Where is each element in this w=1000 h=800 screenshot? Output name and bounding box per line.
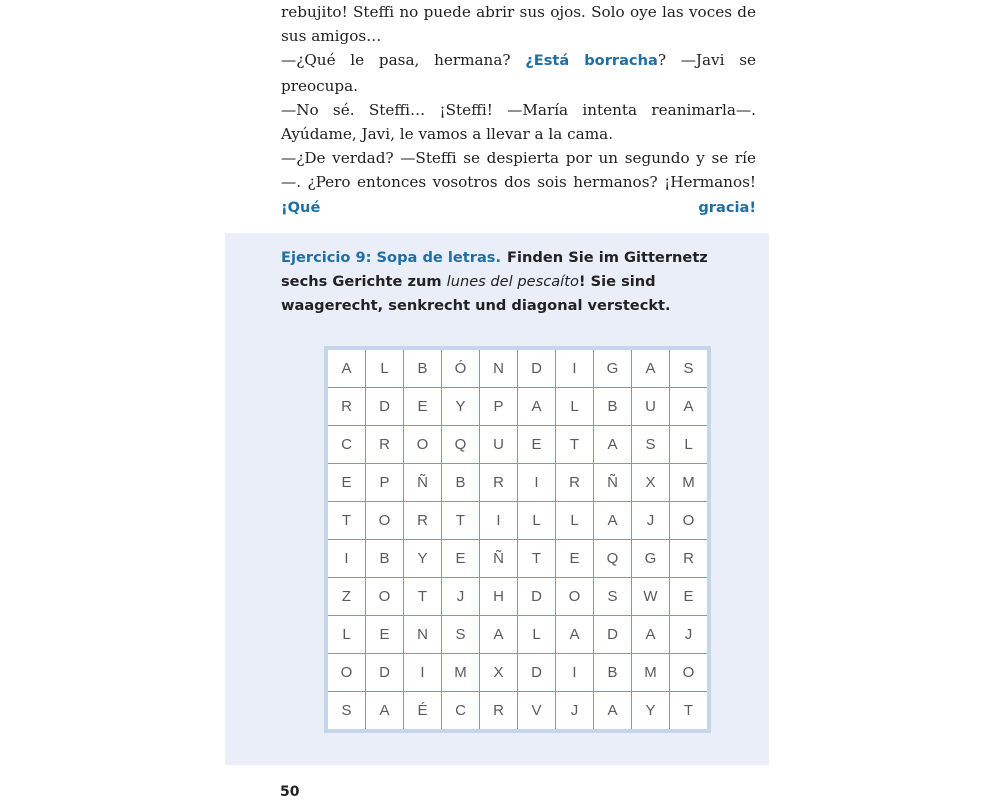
grid-cell[interactable]: D xyxy=(366,654,404,692)
story-paragraph xyxy=(281,98,756,146)
exercise-instructions xyxy=(281,246,733,318)
grid-cell[interactable]: T xyxy=(404,578,442,616)
grid-cell[interactable]: B xyxy=(442,464,480,502)
grid-cell[interactable]: B xyxy=(594,388,632,426)
story-line: —¿Qué le pasa, hermana? xyxy=(281,51,526,70)
grid-row xyxy=(326,654,709,692)
grid-row xyxy=(326,616,709,654)
grid-row xyxy=(326,502,709,540)
story-paragraph xyxy=(281,0,756,48)
grid-cell[interactable]: D xyxy=(518,578,556,616)
grid-row xyxy=(326,348,709,388)
grid-cell[interactable]: L xyxy=(518,616,556,654)
page-number: 50 xyxy=(280,784,300,800)
grid-cell[interactable]: G xyxy=(632,540,670,578)
grid-cell[interactable]: T xyxy=(326,502,366,540)
grid-cell[interactable]: R xyxy=(670,540,710,578)
grid-cell[interactable]: G xyxy=(594,348,632,388)
grid-cell[interactable]: O xyxy=(326,654,366,692)
grid-cell[interactable]: L xyxy=(518,502,556,540)
story-line: rebujito! Steffi no puede abrir sus ojos. Solo oye las voces de sus amigos… xyxy=(281,3,756,46)
grid-cell[interactable]: T xyxy=(670,692,710,732)
grid-cell[interactable]: Ñ xyxy=(594,464,632,502)
instruction-italic: lunes del pescaíto xyxy=(446,273,579,290)
grid-cell[interactable]: E xyxy=(670,578,710,616)
grid-cell[interactable]: R xyxy=(366,426,404,464)
story-line: —No sé. Steffi… ¡Steffi! —María intenta reanimarla—. Ayúdame, Javi, le vamos a llevar a la cama. xyxy=(281,100,756,144)
grid-cell[interactable]: B xyxy=(366,540,404,578)
grid-cell[interactable]: E xyxy=(442,540,480,578)
grid-row xyxy=(326,426,709,464)
grid-cell[interactable]: J xyxy=(632,502,670,540)
grid-cell[interactable]: E xyxy=(404,388,442,426)
grid-cell[interactable]: É xyxy=(404,692,442,732)
grid-cell[interactable]: R xyxy=(404,502,442,540)
grid-cell[interactable]: I xyxy=(480,502,518,540)
grid-cell[interactable]: Ó xyxy=(442,348,480,388)
grid-cell[interactable]: Q xyxy=(442,426,480,464)
grid-cell[interactable]: T xyxy=(442,502,480,540)
grid-cell[interactable]: V xyxy=(518,692,556,732)
story-line: ? —Javi se preocupa. xyxy=(281,51,756,95)
grid-cell[interactable]: A xyxy=(670,388,710,426)
grid-row xyxy=(326,692,709,732)
grid-cell[interactable]: Q xyxy=(594,540,632,578)
grid-cell[interactable]: S xyxy=(442,616,480,654)
grid-cell[interactable]: I xyxy=(556,348,594,388)
grid-cell[interactable]: B xyxy=(594,654,632,692)
grid-cell[interactable]: E xyxy=(366,616,404,654)
grid-cell[interactable]: J xyxy=(556,692,594,732)
grid-cell[interactable]: A xyxy=(366,692,404,732)
grid-cell[interactable]: O xyxy=(670,654,710,692)
vocab-highlight: ¡Qué gracia! xyxy=(281,198,756,216)
grid-cell[interactable]: N xyxy=(404,616,442,654)
grid-cell[interactable]: W xyxy=(632,578,670,616)
grid-cell[interactable]: C xyxy=(442,692,480,732)
grid-cell[interactable]: L xyxy=(670,426,710,464)
grid-cell[interactable]: Ñ xyxy=(480,540,518,578)
grid-cell[interactable]: O xyxy=(366,502,404,540)
grid-cell[interactable]: T xyxy=(518,540,556,578)
grid-cell[interactable]: D xyxy=(594,616,632,654)
instruction-text: Finden Sie im Gitternetz sechs Gerichte zum xyxy=(281,249,708,290)
grid-cell[interactable]: L xyxy=(556,388,594,426)
grid-cell[interactable]: O xyxy=(670,502,710,540)
grid-cell[interactable]: O xyxy=(404,426,442,464)
grid-cell[interactable]: J xyxy=(442,578,480,616)
exercise-box xyxy=(225,233,769,765)
grid-cell[interactable]: S xyxy=(594,578,632,616)
grid-cell[interactable]: O xyxy=(366,578,404,616)
story-line: —¿De verdad? —Steffi se despierta por un segundo y se ríe—. ¿Pero entonces vosotros dos sois hermanos? ¡Hermanos! xyxy=(281,149,756,192)
grid-cell[interactable]: H xyxy=(480,578,518,616)
grid-cell[interactable]: P xyxy=(480,388,518,426)
instruction-text: ! Sie sind waagerecht, senkrecht und diagonal versteckt. xyxy=(281,273,671,314)
grid-cell[interactable]: L xyxy=(326,616,366,654)
grid-cell[interactable]: N xyxy=(480,348,518,388)
grid-row xyxy=(326,388,709,426)
story-paragraph xyxy=(281,146,756,220)
grid-cell[interactable]: U xyxy=(480,426,518,464)
grid-cell[interactable]: X xyxy=(632,464,670,502)
grid-cell[interactable]: Ñ xyxy=(404,464,442,502)
grid-cell[interactable]: U xyxy=(632,388,670,426)
grid-cell[interactable]: I xyxy=(556,654,594,692)
grid-cell[interactable]: A xyxy=(594,426,632,464)
grid-cell[interactable]: I xyxy=(404,654,442,692)
grid-cell[interactable]: P xyxy=(366,464,404,502)
grid-cell[interactable]: X xyxy=(480,654,518,692)
grid-cell[interactable]: O xyxy=(556,578,594,616)
grid-cell[interactable]: A xyxy=(480,616,518,654)
grid-cell[interactable]: R xyxy=(480,692,518,732)
grid-cell[interactable]: M xyxy=(670,464,710,502)
grid-cell[interactable]: E xyxy=(518,426,556,464)
grid-cell[interactable]: R xyxy=(556,464,594,502)
grid-cell[interactable]: L xyxy=(366,348,404,388)
grid-cell[interactable]: L xyxy=(556,502,594,540)
vocab-highlight: ¿Está borracha xyxy=(525,52,658,70)
grid-cell[interactable]: M xyxy=(442,654,480,692)
grid-cell[interactable]: A xyxy=(518,388,556,426)
grid-cell[interactable]: B xyxy=(404,348,442,388)
grid-cell[interactable]: R xyxy=(480,464,518,502)
grid-cell[interactable]: J xyxy=(670,616,710,654)
grid-row xyxy=(326,540,709,578)
grid-cell[interactable]: A xyxy=(632,348,670,388)
grid-cell[interactable]: A xyxy=(594,502,632,540)
story-text xyxy=(281,0,756,220)
word-search-grid xyxy=(324,346,711,733)
grid-cell[interactable]: Y xyxy=(404,540,442,578)
grid-cell[interactable]: R xyxy=(326,388,366,426)
grid-cell[interactable]: I xyxy=(326,540,366,578)
grid-cell[interactable]: C xyxy=(326,426,366,464)
grid-cell[interactable]: E xyxy=(326,464,366,502)
grid-row xyxy=(326,578,709,616)
grid-cell[interactable]: D xyxy=(518,654,556,692)
grid-row xyxy=(326,464,709,502)
grid-cell[interactable]: Z xyxy=(326,578,366,616)
grid-cell[interactable]: I xyxy=(518,464,556,502)
grid-cell[interactable]: A xyxy=(632,616,670,654)
grid-cell[interactable]: Y xyxy=(442,388,480,426)
grid-cell[interactable]: E xyxy=(556,540,594,578)
grid-cell[interactable]: A xyxy=(556,616,594,654)
grid-cell[interactable]: M xyxy=(632,654,670,692)
grid-cell[interactable]: D xyxy=(366,388,404,426)
story-paragraph xyxy=(281,48,756,97)
exercise-title: Ejercicio 9: Sopa de letras. xyxy=(281,249,502,266)
grid-cell[interactable]: A xyxy=(594,692,632,732)
grid-cell[interactable]: T xyxy=(556,426,594,464)
grid-cell[interactable]: D xyxy=(518,348,556,388)
grid-cell[interactable]: Y xyxy=(632,692,670,732)
grid-cell[interactable]: A xyxy=(326,348,366,388)
grid-cell[interactable]: S xyxy=(326,692,366,732)
grid-cell[interactable]: S xyxy=(632,426,670,464)
grid-cell[interactable]: S xyxy=(670,348,710,388)
